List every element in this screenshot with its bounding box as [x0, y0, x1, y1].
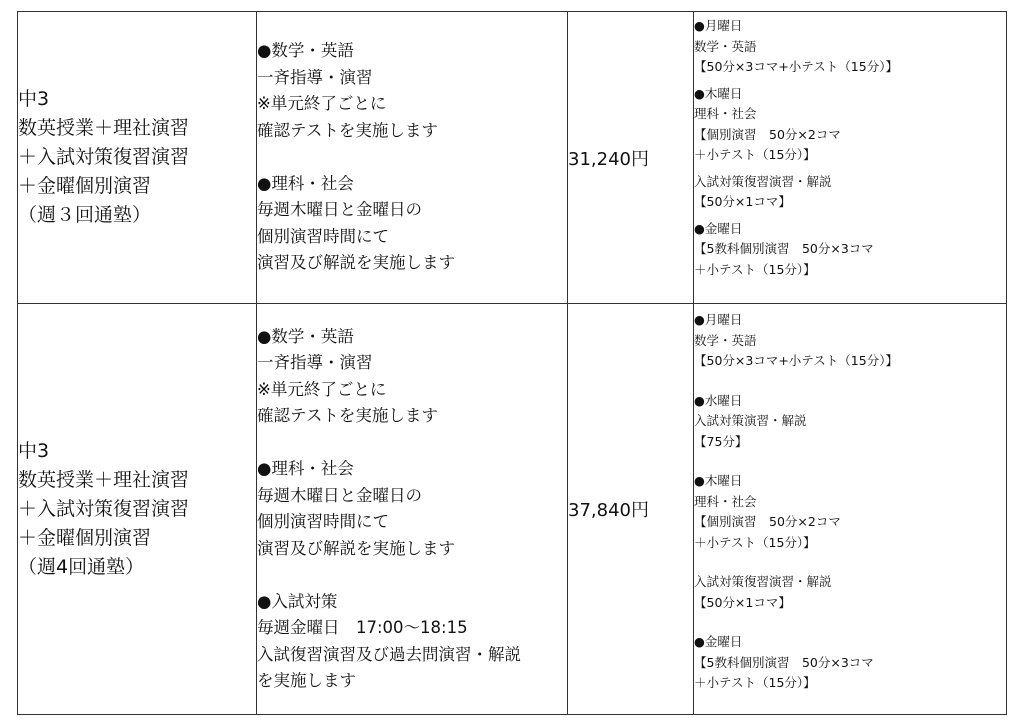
- schedule-line: 【50分×1コマ】: [694, 194, 791, 209]
- schedule-line: ●金曜日: [694, 220, 743, 236]
- schedule-line: 【50分×3コマ+小テスト（15分）】: [694, 353, 898, 368]
- course-name-cell: [18, 12, 257, 304]
- description-line: ●理科・社会: [257, 173, 354, 193]
- description-line: [257, 144, 567, 171]
- description-line: 演習及び解説を実施します: [257, 538, 455, 558]
- course-description-cell: [257, 304, 568, 715]
- course-name-cell: [18, 304, 257, 715]
- description-line: ※単元終了ごとに: [257, 379, 387, 399]
- course-line: （週３回通塾）: [18, 204, 152, 226]
- price-cell: 31,240円: [568, 12, 694, 304]
- schedule-line: ●木曜日: [694, 85, 743, 101]
- schedule-line: ●木曜日: [694, 473, 743, 488]
- description-line: [257, 562, 567, 589]
- schedule-line: 入試対策演習・解説: [694, 413, 807, 428]
- course-line: 中3: [18, 439, 50, 462]
- course-description-cell: [257, 12, 568, 304]
- course-line: ＋入試対策復習演習: [18, 497, 190, 520]
- schedule-cell: [694, 12, 1007, 304]
- description-line: ●数学・英語: [257, 326, 354, 346]
- schedule-line: ＋小テスト（15分）】: [694, 534, 816, 550]
- schedule-cell: [694, 304, 1007, 715]
- schedule-line: ●金曜日: [694, 634, 743, 649]
- schedule-line: ＋小テスト（15分）】: [694, 675, 816, 690]
- table-row: [18, 304, 1007, 715]
- description-line: 確認テストを実施します: [257, 120, 438, 140]
- course-line: ＋入試対策復習演習: [18, 146, 190, 168]
- schedule-line: ●月曜日: [694, 312, 743, 327]
- schedule-line: 数学・英語: [694, 38, 757, 54]
- course-line: 数英授業＋理社演習: [18, 117, 190, 139]
- price-cell: 37,840円: [568, 304, 694, 715]
- description-line: 確認テストを実施します: [257, 406, 438, 425]
- description-line: ●理科・社会: [257, 459, 354, 478]
- course-line: ＋金曜個別演習: [18, 175, 152, 197]
- description-line: ●数学・英語: [257, 41, 354, 61]
- description-line: ●入試対策: [257, 591, 338, 611]
- description-line: を実施します: [257, 671, 356, 690]
- schedule-line: ＋小テスト（15分）】: [694, 261, 816, 277]
- schedule-line: 理科・社会: [694, 493, 757, 509]
- schedule-line: 入試対策復習演習・解説: [694, 574, 832, 589]
- description-line: 毎週木曜日と金曜日の: [257, 200, 422, 220]
- schedule-line: 【50分×1コマ】: [694, 594, 791, 610]
- schedule-line: 理科・社会: [694, 106, 757, 121]
- schedule-line: 【50分×3コマ+小テスト（15分）】: [694, 59, 898, 74]
- description-line: 毎週金曜日 17:00～18:15: [257, 618, 468, 637]
- schedule-line: 入試対策復習演習・解説: [694, 173, 832, 189]
- schedule-line: 【75分】: [694, 433, 748, 449]
- description-line: ※単元終了ごとに: [257, 94, 387, 114]
- description-line: 一斉指導・演習: [257, 353, 373, 372]
- description-line: 演習及び解説を実施します: [257, 253, 455, 273]
- description-line: 個別演習時間にて: [257, 512, 389, 531]
- schedule-line: ＋小テスト（15分）】: [694, 147, 816, 162]
- course-line: 数英授業＋理社演習: [18, 468, 190, 491]
- table-row: [18, 12, 1007, 304]
- schedule-line: 数学・英語: [694, 332, 757, 348]
- course-line: 中3: [18, 88, 50, 110]
- description-line: 入試復習演習及び過去問演習・解説: [257, 644, 521, 664]
- schedule-line: 【5教科個別演習 50分×3コマ: [694, 241, 874, 256]
- description-line: 個別演習時間にて: [257, 226, 389, 246]
- description-line: [257, 430, 567, 457]
- description-line: 毎週木曜日と金曜日の: [257, 485, 422, 505]
- schedule-line: 【5教科個別演習 50分×3コマ: [694, 654, 874, 670]
- fee-table: [17, 11, 1007, 715]
- schedule-line: ●水曜日: [694, 392, 743, 408]
- schedule-line: 【個別演習 50分×2コマ: [694, 514, 841, 529]
- schedule-line: ●月曜日: [694, 18, 743, 33]
- description-line: 一斉指導・演習: [257, 67, 373, 87]
- course-line: ＋金曜個別演習: [18, 526, 152, 549]
- schedule-line: 【個別演習 50分×2コマ: [694, 126, 841, 142]
- course-line: （週4回通塾）: [18, 555, 145, 578]
